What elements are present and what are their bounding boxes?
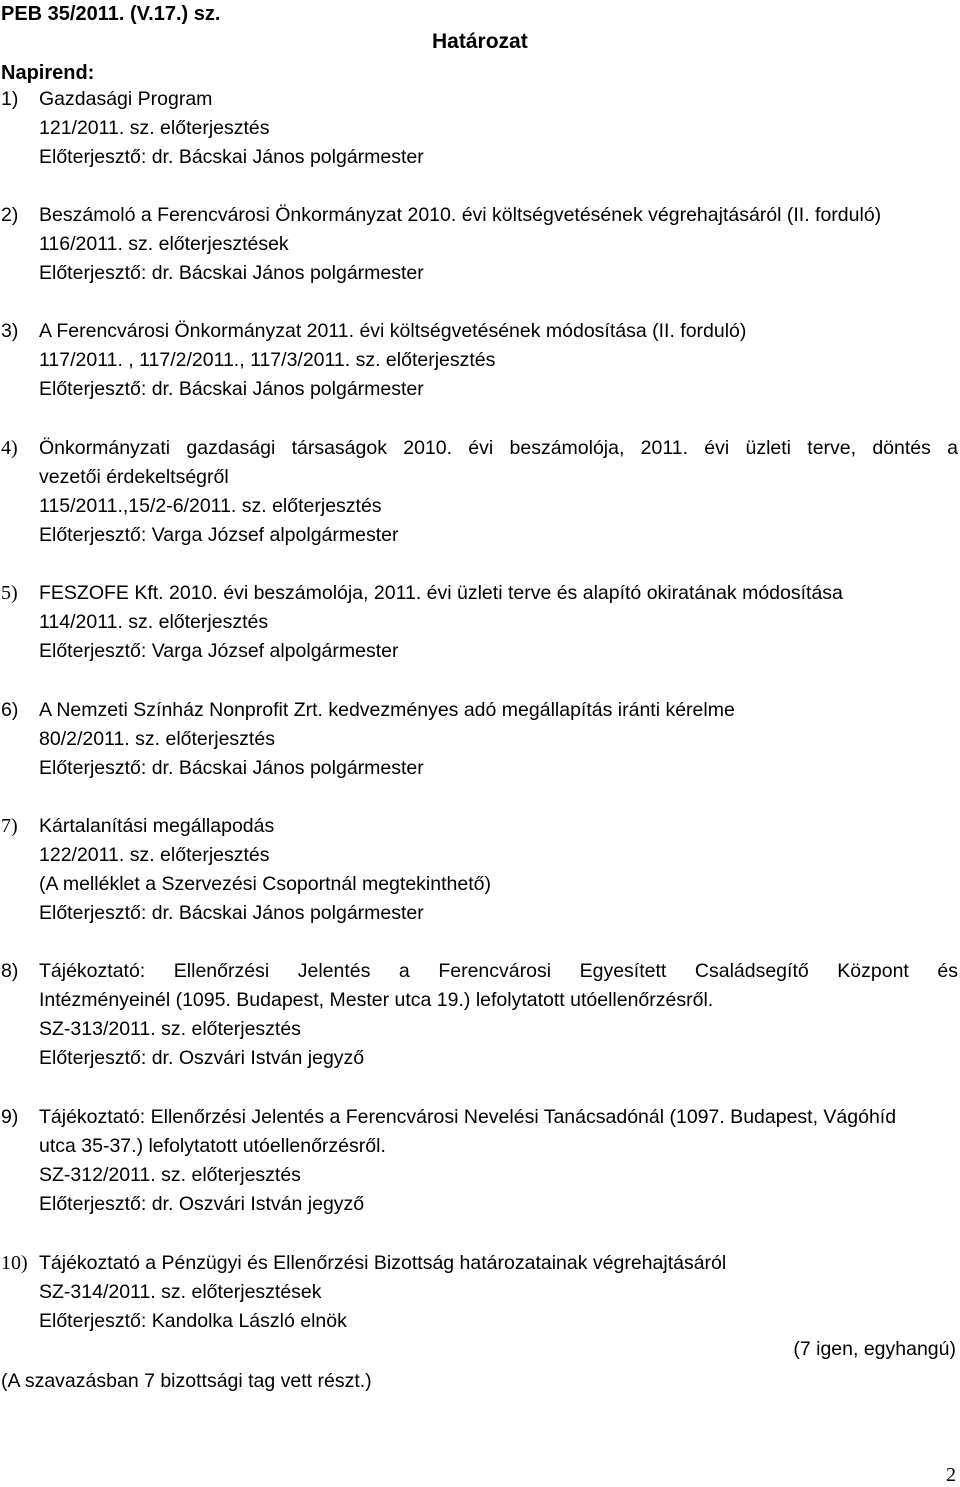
agenda-item-presenter: Előterjesztő: dr. Bácskai János polgármester xyxy=(39,262,424,284)
agenda-item-1 xyxy=(0,85,958,172)
document-title: Határozat xyxy=(432,30,528,53)
agenda-item-presenter: Előterjesztő: dr. Bácskai János polgármester xyxy=(39,757,424,779)
vote-result: (7 igen, egyhangú) xyxy=(793,1338,956,1360)
agenda-item-7 xyxy=(0,812,958,928)
agenda-item-title: Tájékoztató: Ellenőrzési Jelentés a Ferencvárosi Egyesített Családsegítő Központ és xyxy=(39,960,958,982)
agenda-item-10 xyxy=(0,1249,958,1336)
agenda-item-number: 4) xyxy=(1,437,18,459)
agenda-item-2 xyxy=(0,201,958,288)
agenda-item-presenter: Előterjesztő: dr. Oszvári István jegyző xyxy=(39,1047,365,1069)
agenda-item-reference: 117/2011. , 117/2/2011., 117/3/2011. sz. előterjesztés xyxy=(39,349,496,371)
agenda-item-presenter: Előterjesztő: Varga József alpolgármester xyxy=(39,524,399,546)
agenda-item-attachment-note: (A melléklet a Szervezési Csoportnál megtekinthető) xyxy=(39,873,491,895)
agenda-item-title: Gazdasági Program xyxy=(39,88,213,110)
agenda-item-title: Beszámoló a Ferencvárosi Önkormányzat 2010. évi költségvetésének végrehajtásáról (II. forduló) xyxy=(39,204,882,226)
agenda-item-title-continued: utca 35-37.) lefolytatott utóellenőrzésről. xyxy=(39,1135,386,1157)
agenda-item-number: 10) xyxy=(1,1252,28,1274)
agenda-item-title: Önkormányzati gazdasági társaságok 2010. évi beszámolója, 2011. évi üzleti terve, döntés a xyxy=(39,437,958,459)
agenda-item-4 xyxy=(0,434,958,550)
agenda-item-presenter: Előterjesztő: dr. Bácskai János polgármester xyxy=(39,378,424,400)
agenda-item-3 xyxy=(0,317,958,404)
agenda-item-number: 3) xyxy=(1,320,19,342)
agenda-item-title: A Ferencvárosi Önkormányzat 2011. évi költségvetésének módosítása (II. forduló) xyxy=(39,320,747,342)
agenda-item-title: FESZOFE Kft. 2010. évi beszámolója, 2011. évi üzleti terve és alapító okiratának módosítása xyxy=(39,582,843,604)
agenda-item-reference: SZ-312/2011. sz. előterjesztés xyxy=(39,1164,301,1186)
page-number: 2 xyxy=(946,1464,956,1486)
agenda-item-reference: SZ-313/2011. sz. előterjesztés xyxy=(39,1018,301,1040)
agenda-item-reference: 114/2011. sz. előterjesztés xyxy=(39,611,269,633)
agenda-item-presenter: Előterjesztő: Varga József alpolgármester xyxy=(39,640,399,662)
agenda-item-reference: 121/2011. sz. előterjesztés xyxy=(39,117,270,139)
agenda-item-6 xyxy=(0,696,958,783)
voting-note: (A szavazásban 7 bizottsági tag vett részt.) xyxy=(1,1370,372,1392)
agenda-item-title-continued: vezetői érdekeltségről xyxy=(39,466,229,488)
agenda-label: Napirend: xyxy=(1,62,95,84)
agenda-item-number: 5) xyxy=(1,582,18,604)
agenda-item-8 xyxy=(0,957,958,1073)
agenda-item-presenter: Előterjesztő: dr. Bácskai János polgármester xyxy=(39,146,424,168)
agenda-item-title: Kártalanítási megállapodás xyxy=(39,815,275,837)
agenda-item-5 xyxy=(0,579,958,666)
agenda-item-title: A Nemzeti Színház Nonprofit Zrt. kedvezményes adó megállapítás iránti kérelme xyxy=(39,699,735,721)
agenda-item-reference: 115/2011.,15/2-6/2011. sz. előterjesztés xyxy=(39,495,382,517)
agenda-item-title-continued: Intézményeinél (1095. Budapest, Mester utca 19.) lefolytatott utóellenőrzésről. xyxy=(39,989,714,1011)
agenda-item-9 xyxy=(0,1103,958,1219)
agenda-item-reference: 80/2/2011. sz. előterjesztés xyxy=(39,728,275,750)
agenda-item-number: 7) xyxy=(1,815,18,837)
agenda-item-presenter: Előterjesztő: Kandolka László elnök xyxy=(39,1310,347,1332)
agenda-item-number: 6) xyxy=(1,699,19,721)
agenda-item-number: 1) xyxy=(1,88,19,110)
resolution-reference: PEB 35/2011. (V.17.) sz. xyxy=(1,3,221,25)
agenda-item-presenter: Előterjesztő: dr. Oszvári István jegyző xyxy=(39,1193,365,1215)
agenda-item-number: 8) xyxy=(1,960,19,982)
agenda-item-title: Tájékoztató a Pénzügyi és Ellenőrzési Bizottság határozatainak végrehajtásáról xyxy=(39,1252,727,1274)
agenda-item-title: Tájékoztató: Ellenőrzési Jelentés a Ferencvárosi Nevelési Tanácsadónál (1097. Budapest, Vágóhíd xyxy=(39,1106,897,1128)
agenda-item-reference: 116/2011. sz. előterjesztések xyxy=(39,233,289,255)
agenda-item-reference: 122/2011. sz. előterjesztés xyxy=(39,844,270,866)
agenda-item-number: 9) xyxy=(1,1106,19,1128)
agenda-item-number: 2) xyxy=(1,204,19,226)
agenda-item-presenter: Előterjesztő: dr. Bácskai János polgármester xyxy=(39,902,424,924)
agenda-item-reference: SZ-314/2011. sz. előterjesztések xyxy=(39,1281,322,1303)
